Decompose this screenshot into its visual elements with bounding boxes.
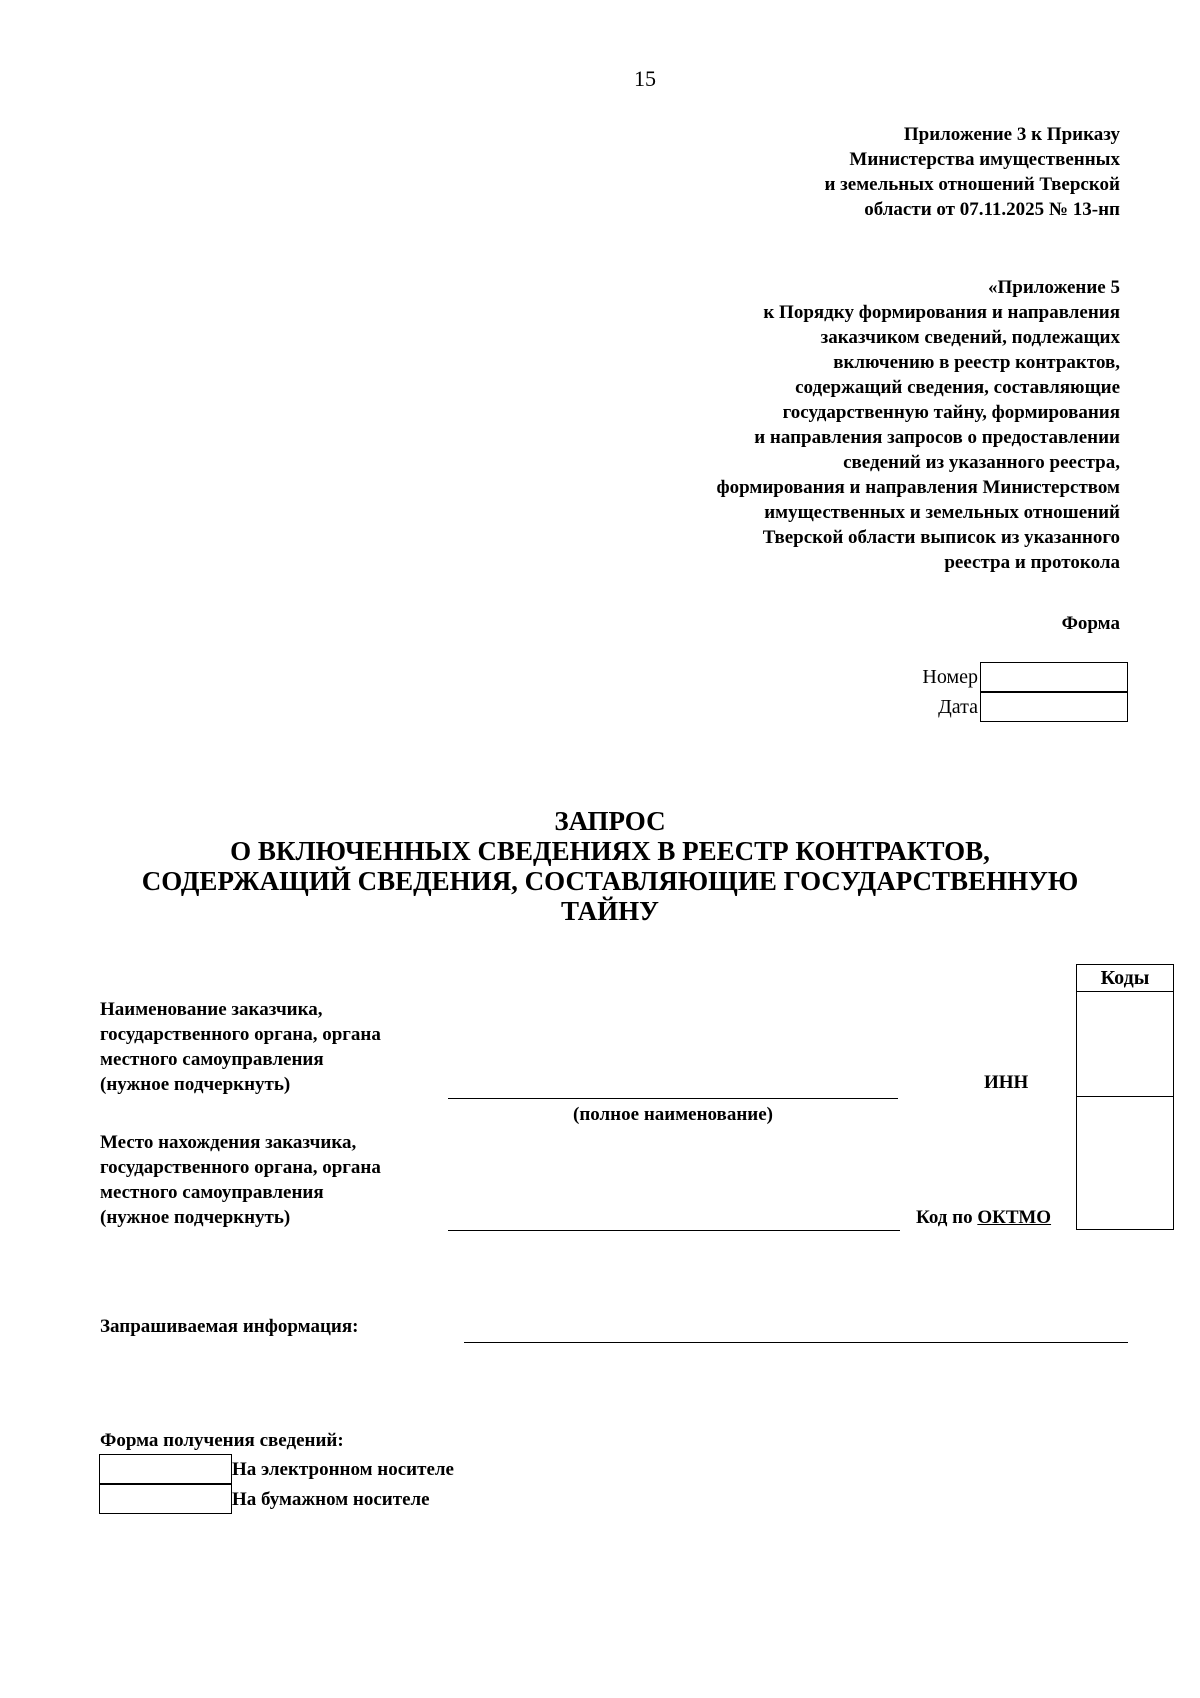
customer-name-line: местного самоуправления xyxy=(100,1049,324,1070)
electronic-media-checkbox[interactable] xyxy=(99,1454,232,1484)
date-field[interactable] xyxy=(980,692,1128,722)
title-line: ТАЙНУ xyxy=(561,896,659,926)
customer-name-label xyxy=(100,997,381,1097)
customer-location-line: Место нахождения заказчика, xyxy=(100,1132,357,1153)
page-number: 15 xyxy=(634,66,656,91)
customer-location-line: (нужное подчеркнуть) xyxy=(100,1207,291,1228)
title-line: СОДЕРЖАЩИЙ СВЕДЕНИЯ, СОСТАВЛЯЮЩИЕ ГОСУДАРСТВЕННУЮ xyxy=(141,866,1079,896)
appendix-sub-line: содержащий сведения, составляющие xyxy=(795,377,1120,398)
customer-location-field[interactable] xyxy=(448,1230,900,1231)
appendix-sub-line: реестра и протокола xyxy=(944,552,1120,573)
appendix-sub-line: включению в реестр контрактов, xyxy=(833,352,1120,373)
document-title xyxy=(60,806,1160,926)
appendix-header-line: области от 07.11.2025 № 13-нп xyxy=(864,199,1120,220)
customer-location-label xyxy=(100,1130,381,1230)
appendix-header xyxy=(824,122,1120,222)
electronic-media-label: На электронном носителе xyxy=(232,1459,454,1480)
date-label: Дата xyxy=(938,696,978,718)
oktmo-prefix: Код по xyxy=(916,1207,973,1228)
appendix-sub-block xyxy=(716,275,1120,575)
appendix-sub-line: к Порядку формирования и направления xyxy=(763,302,1120,323)
customer-name-line: Наименование заказчика, xyxy=(100,999,323,1020)
requested-info-label: Запрашиваемая информация: xyxy=(100,1316,359,1337)
codes-header: Коды xyxy=(1077,965,1174,992)
appendix-sub-line: «Приложение 5 xyxy=(987,277,1120,298)
full-name-caption: (полное наименование) xyxy=(573,1104,773,1125)
appendix-sub-line: Тверской области выписок из указанного xyxy=(762,527,1120,548)
appendix-sub-line: государственную тайну, формирования xyxy=(782,402,1120,423)
inn-code-cell[interactable] xyxy=(1077,992,1174,1097)
oktmo-label xyxy=(916,1207,1051,1229)
number-field[interactable] xyxy=(980,662,1128,692)
customer-name-line: государственного органа, органа xyxy=(100,1024,381,1045)
appendix-sub-line: заказчиком сведений, подлежащих xyxy=(820,327,1120,348)
title-line: О ВКЛЮЧЕННЫХ СВЕДЕНИЯХ В РЕЕСТР КОНТРАКТОВ, xyxy=(230,836,990,866)
paper-media-checkbox[interactable] xyxy=(99,1484,232,1514)
oktmo-code-cell[interactable] xyxy=(1077,1097,1174,1230)
number-label: Номер xyxy=(922,666,978,688)
customer-name-field[interactable] xyxy=(448,1098,898,1099)
codes-table xyxy=(1076,964,1174,1230)
customer-location-line: государственного органа, органа xyxy=(100,1157,381,1178)
oktmo-link: ОКТМО xyxy=(977,1207,1052,1228)
appendix-header-line: Министерства имущественных xyxy=(849,149,1120,170)
appendix-sub-line: имущественных и земельных отношений xyxy=(764,502,1120,523)
title-line: ЗАПРОС xyxy=(554,806,666,836)
form-label: Форма xyxy=(1061,613,1120,634)
inn-label: ИНН xyxy=(984,1072,1029,1093)
appendix-sub-line: и направления запросов о предоставлении xyxy=(754,427,1120,448)
appendix-sub-line: сведений из указанного реестра, xyxy=(843,452,1120,473)
appendix-sub-line: формирования и направления Министерством xyxy=(716,477,1120,498)
receive-form-label: Форма получения сведений: xyxy=(100,1430,344,1451)
paper-media-label: На бумажном носителе xyxy=(232,1489,430,1510)
requested-info-field[interactable] xyxy=(464,1342,1128,1343)
customer-name-line: (нужное подчеркнуть) xyxy=(100,1074,291,1095)
appendix-header-line: и земельных отношений Тверской xyxy=(824,174,1120,195)
customer-location-line: местного самоуправления xyxy=(100,1182,324,1203)
appendix-header-line: Приложение 3 к Приказу xyxy=(903,124,1120,145)
